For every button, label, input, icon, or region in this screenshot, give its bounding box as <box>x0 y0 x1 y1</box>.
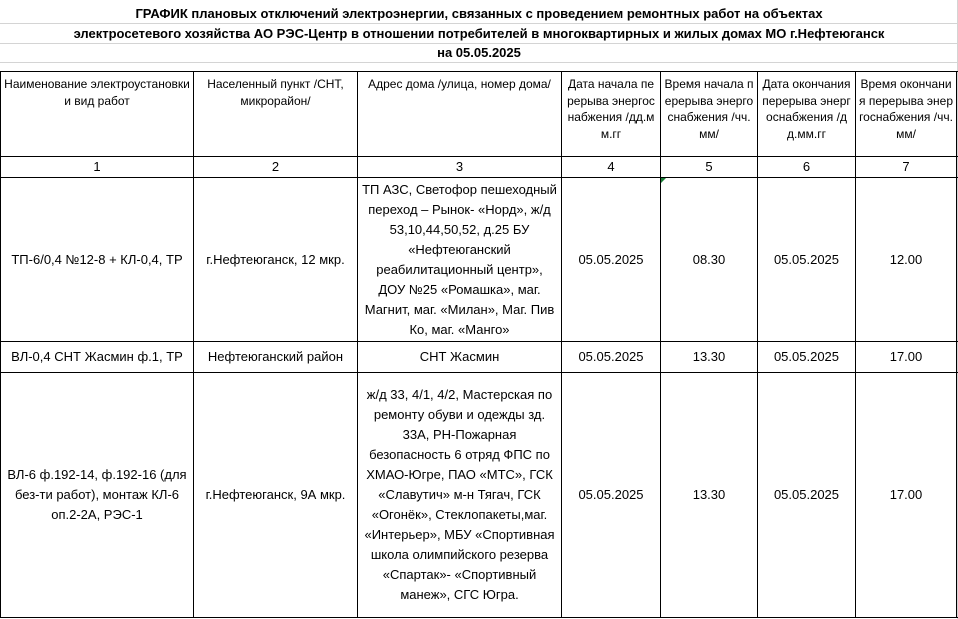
header-start-time[interactable]: Время начала перерыва энергоснабжения /чч.мм/ <box>664 77 754 141</box>
header-address[interactable]: Адрес дома /улица, номер дома/ <box>368 77 551 91</box>
gridline <box>0 23 958 24</box>
column-number[interactable]: 4 <box>607 159 615 174</box>
header-end-time[interactable]: Время окончания перерыва энергоснабжения /чч.мм/ <box>859 77 953 141</box>
cell-locality[interactable]: г.Нефтеюганск, 12 мкр. <box>206 251 345 267</box>
cell-end-date[interactable]: 05.05.2025 <box>773 251 840 267</box>
cell-installation[interactable]: ВЛ-6 ф.192-14, ф.192-16 (для без-ти работ), монтаж КЛ-6 оп.2-2А, РЭС-1 <box>7 467 187 522</box>
cell-address[interactable]: ж/д 33, 4/1, 4/2, Мастерская по ремонту обуви и одежды зд. 33А, РН-Пожарная безопасность 6 отряд ФПС по ХМАО-Югре, ПАО «МТС», ГСК «Славутич» м-н Тягач, ГСК «Огонёк», Стеклопакеты,маг. «Интерьер», МБУ «Спортивная школа олимпийского резерва «Спартак»- «Спортивный манеж», СГС Югра. <box>364 387 555 602</box>
column-number[interactable]: 1 <box>93 159 101 174</box>
cell-start-date[interactable]: 05.05.2025 <box>578 251 644 267</box>
column-number[interactable]: 6 <box>802 159 811 174</box>
header-start-date[interactable]: Дата начала перерыва энергоснабжения /дд.мм.гг <box>567 77 655 141</box>
cell-end-date[interactable]: 05.05.2025 <box>773 349 840 364</box>
title-line-2: электросетевого хозяйства АО РЭС-Центр в отношении потребителей в многоквартирных и жилых домах МО г.Нефтеюганск <box>73 26 885 41</box>
header-end-date[interactable]: Дата окончания перерыва энергоснабжения /дд.мм.гг <box>762 77 851 141</box>
table-border <box>956 71 957 618</box>
cell-locality[interactable]: Нефтеюганский район <box>207 349 344 364</box>
cell-start-time[interactable]: 08.30 <box>692 251 726 267</box>
cell-address[interactable]: СНТ Жасмин <box>419 349 500 364</box>
column-number[interactable]: 5 <box>705 159 713 174</box>
cell-installation[interactable]: ТП-6/0,4 №12-8 + КЛ-0,4, ТР <box>11 251 183 267</box>
title-line-3: на 05.05.2025 <box>437 45 521 60</box>
column-number[interactable]: 3 <box>455 159 464 174</box>
header-locality[interactable]: Населенный пункт /СНТ, микрорайон/ <box>207 77 344 108</box>
column-number[interactable]: 7 <box>902 159 910 174</box>
cell-end-time[interactable]: 17.00 <box>889 349 923 364</box>
header-installation[interactable]: Наименование электроустановки и вид работ <box>4 77 190 108</box>
cell-start-date[interactable]: 05.05.2025 <box>578 349 644 364</box>
cell-address[interactable]: ТП АЗС, Светофор пешеходный переход – Рынок- «Норд», ж/д 53,10,44,50,52, д.25 БУ «Нефтеюганский реабилитационный центр», ДОУ №25 «Ромашка», маг. Магнит, маг. «Милан», Маг. Пив Ко, маг. «Манго» <box>362 181 557 337</box>
cell-installation[interactable]: ВЛ-0,4 СНТ Жасмин ф.1, ТР <box>11 349 183 364</box>
cell-end-date[interactable]: 05.05.2025 <box>773 487 840 502</box>
gridline <box>0 62 958 63</box>
cell-start-date[interactable]: 05.05.2025 <box>578 487 644 502</box>
cell-end-time[interactable]: 12.00 <box>889 251 923 267</box>
cell-end-time[interactable]: 17.00 <box>889 487 923 502</box>
cell-start-time[interactable]: 13.30 <box>692 349 726 364</box>
cell-locality[interactable]: г.Нефтеюганск, 9А мкр. <box>205 487 346 502</box>
column-number[interactable]: 2 <box>271 159 280 174</box>
table-border <box>0 617 958 618</box>
comment-indicator-icon <box>661 178 666 183</box>
title-line-1: ГРАФИК плановых отключений электроэнергии, связанных с проведением ремонтных работ на объектах <box>135 6 823 21</box>
cell-start-time[interactable]: 13.30 <box>692 487 726 502</box>
